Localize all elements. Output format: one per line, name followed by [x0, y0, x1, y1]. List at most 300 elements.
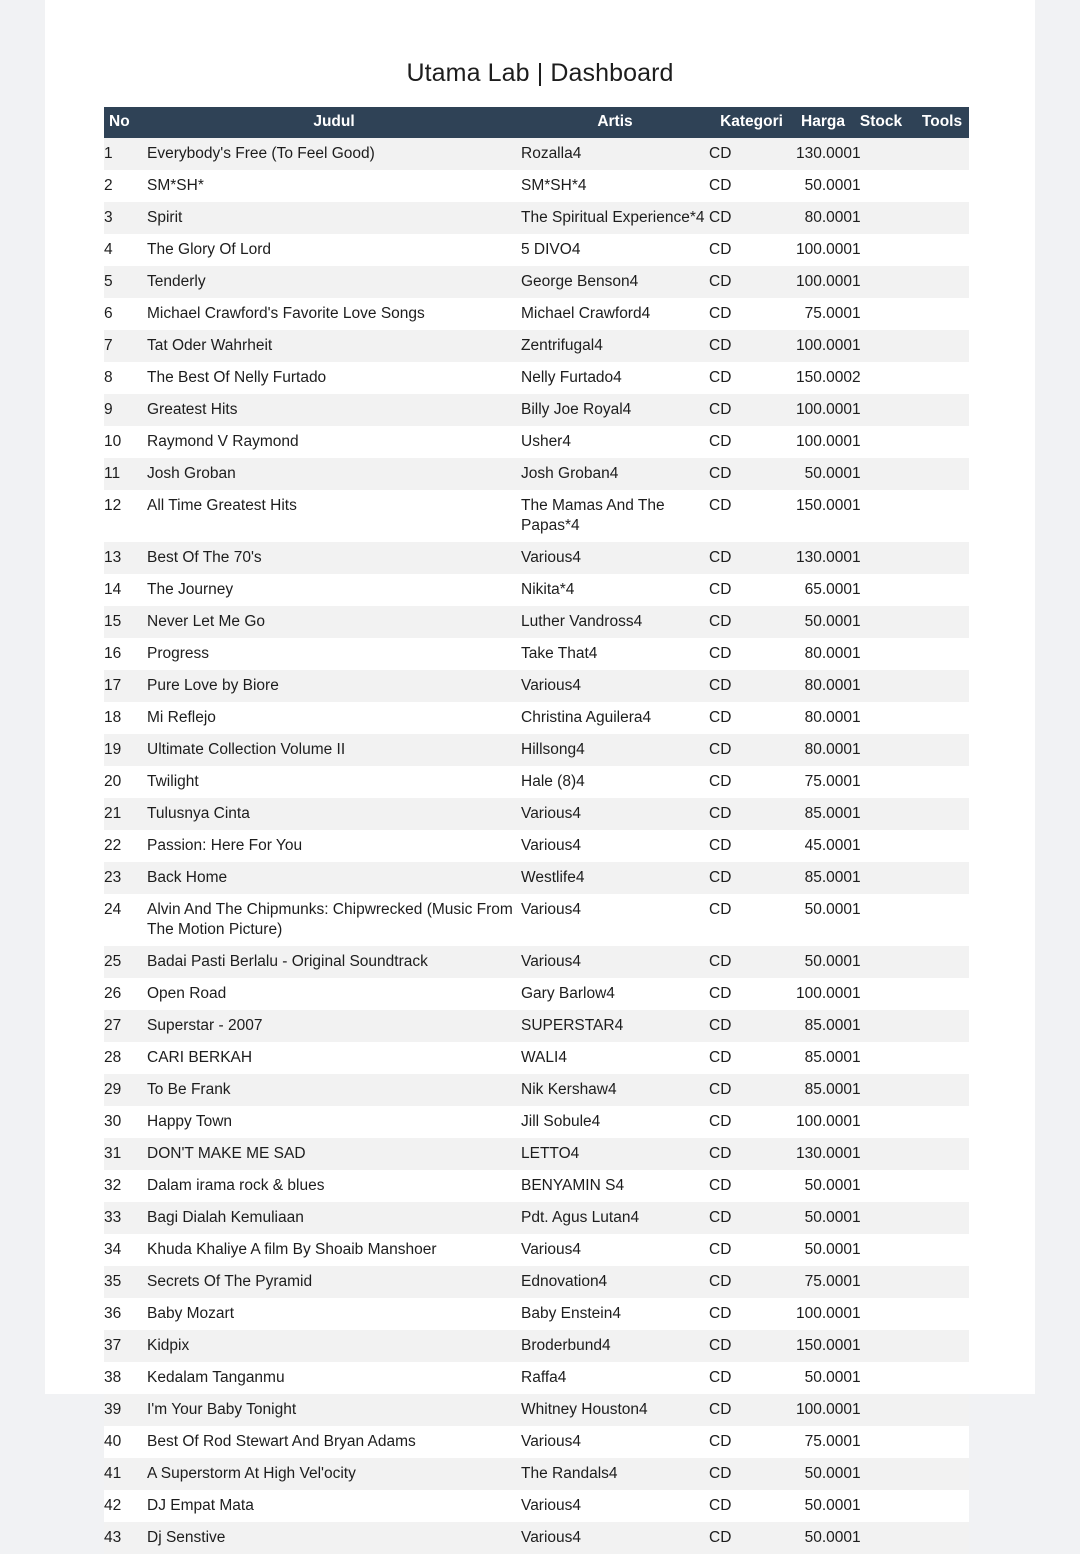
cell-judul: The Best Of Nelly Furtado	[147, 369, 327, 386]
cell-judul: Back Home	[147, 869, 228, 886]
cell-artis: BENYAMIN S4	[521, 1177, 625, 1194]
cell-tools	[910, 298, 969, 330]
cell-judul: The Glory Of Lord	[147, 241, 272, 258]
cell-artis: SUPERSTAR4	[521, 1017, 624, 1034]
cell-harga: 50.000	[804, 1241, 852, 1258]
cell-stock: 1	[852, 985, 861, 1002]
cell-judul: Pure Love by Biore	[147, 677, 279, 694]
cell-no: 24	[104, 901, 122, 918]
table-row[interactable]	[104, 1042, 969, 1074]
table-row[interactable]	[104, 894, 969, 946]
cell-tools	[910, 1298, 969, 1330]
cell-no: 6	[104, 305, 113, 322]
column-header-artis[interactable]: Artis	[521, 107, 709, 138]
cell-tools	[910, 330, 969, 362]
cell-kategori: CD	[709, 1113, 732, 1130]
cell-no: 18	[104, 709, 122, 726]
table-row[interactable]	[104, 458, 969, 490]
cell-no: 11	[104, 465, 121, 482]
cell-harga: 100.000	[795, 337, 852, 354]
cell-artis: Baby Enstein4	[521, 1305, 621, 1322]
cell-stock: 1	[852, 1369, 861, 1386]
table-row[interactable]	[104, 574, 969, 606]
cell-tools	[910, 894, 969, 946]
cell-harga: 100.000	[795, 433, 852, 450]
cell-judul: To Be Frank	[147, 1081, 231, 1098]
cell-harga: 100.000	[795, 401, 852, 418]
cell-harga: 50.000	[804, 1465, 852, 1482]
cell-tools	[910, 394, 969, 426]
cell-stock: 1	[852, 273, 861, 290]
cell-no: 42	[104, 1497, 122, 1514]
cell-stock: 1	[852, 1465, 861, 1482]
cell-kategori: CD	[709, 1401, 732, 1418]
cell-tools	[910, 1266, 969, 1298]
cell-harga: 85.000	[804, 1049, 852, 1066]
cell-artis: Westlife4	[521, 869, 585, 886]
cell-judul: Best Of The 70's	[147, 549, 262, 566]
cell-no: 36	[104, 1305, 122, 1322]
cell-tools	[910, 1106, 969, 1138]
table-row[interactable]	[104, 362, 969, 394]
cell-no: 28	[104, 1049, 122, 1066]
table-row[interactable]	[104, 1490, 969, 1522]
cell-kategori: CD	[709, 273, 732, 290]
cell-judul: Raymond V Raymond	[147, 433, 299, 450]
cell-harga: 130.000	[795, 549, 852, 566]
cell-stock: 1	[852, 1337, 861, 1354]
cell-tools	[910, 798, 969, 830]
cell-kategori: CD	[709, 1273, 732, 1290]
table-row[interactable]	[104, 1426, 969, 1458]
cell-kategori: CD	[709, 869, 732, 886]
cell-stock: 1	[852, 1049, 861, 1066]
cell-kategori: CD	[709, 837, 732, 854]
cell-harga: 80.000	[804, 209, 852, 226]
cell-artis: Various4	[521, 1529, 582, 1546]
cell-tools	[910, 426, 969, 458]
cell-judul: All Time Greatest Hits	[147, 497, 297, 514]
cell-stock: 2	[852, 369, 861, 386]
cell-judul: Best Of Rod Stewart And Bryan Adams	[147, 1433, 416, 1450]
table-row[interactable]	[104, 1330, 969, 1362]
table-row[interactable]	[104, 638, 969, 670]
table-row[interactable]	[104, 298, 969, 330]
cell-stock: 1	[852, 241, 861, 258]
cell-judul: Kedalam Tanganmu	[147, 1369, 285, 1386]
cell-kategori: CD	[709, 1305, 732, 1322]
cell-tools	[910, 1522, 969, 1554]
table-row[interactable]	[104, 1362, 969, 1394]
cell-tools	[910, 1010, 969, 1042]
cell-stock: 1	[852, 305, 861, 322]
cell-artis: Pdt. Agus Lutan4	[521, 1209, 640, 1226]
cell-judul: Spirit	[147, 209, 183, 226]
table-row[interactable]	[104, 330, 969, 362]
table-row[interactable]	[104, 798, 969, 830]
cell-harga: 50.000	[804, 1529, 852, 1546]
cell-tools	[910, 638, 969, 670]
cell-tools	[910, 1074, 969, 1106]
cell-tools	[910, 490, 969, 542]
cell-harga: 85.000	[804, 1017, 852, 1034]
cell-artis: The Mamas And The Papas*4	[521, 497, 665, 534]
cell-judul: Twilight	[147, 773, 199, 790]
cell-artis: Whitney Houston4	[521, 1401, 648, 1418]
cell-tools	[910, 1362, 969, 1394]
column-header-judul[interactable]: Judul	[147, 107, 521, 138]
cell-harga: 100.000	[795, 985, 852, 1002]
cell-artis: Raffa4	[521, 1369, 567, 1386]
cell-kategori: CD	[709, 1145, 732, 1162]
cell-judul: Josh Groban	[147, 465, 236, 482]
cell-artis: Luther Vandross4	[521, 613, 643, 630]
cell-no: 21	[104, 805, 122, 822]
table-row[interactable]	[104, 266, 969, 298]
cell-kategori: CD	[709, 1465, 732, 1482]
cell-stock: 1	[852, 1497, 861, 1514]
table-body	[104, 138, 969, 1554]
cell-tools	[910, 362, 969, 394]
cell-artis: Various4	[521, 549, 582, 566]
table-row[interactable]	[104, 1234, 969, 1266]
cell-no: 35	[104, 1273, 122, 1290]
cell-stock: 1	[852, 581, 861, 598]
cell-harga: 50.000	[804, 1209, 852, 1226]
table-row[interactable]	[104, 1074, 969, 1106]
cell-harga: 75.000	[804, 1273, 852, 1290]
cell-no: 19	[104, 741, 122, 758]
cell-judul: Mi Reflejo	[147, 709, 216, 726]
cell-harga: 45.000	[804, 837, 852, 854]
cell-judul: Alvin And The Chipmunks: Chipwrecked (Music From The Motion Picture)	[147, 901, 513, 938]
cell-harga: 50.000	[804, 953, 852, 970]
cell-judul: Superstar - 2007	[147, 1017, 263, 1034]
cell-tools	[910, 266, 969, 298]
table-row[interactable]	[104, 1394, 969, 1426]
cell-harga: 130.000	[795, 1145, 852, 1162]
table-row[interactable]	[104, 1010, 969, 1042]
cell-kategori: CD	[709, 549, 732, 566]
cell-artis: Nikita*4	[521, 581, 575, 598]
cell-harga: 50.000	[804, 1369, 852, 1386]
cell-kategori: CD	[709, 241, 732, 258]
catalog-table	[104, 107, 969, 1554]
cell-kategori: CD	[709, 709, 732, 726]
cell-kategori: CD	[709, 401, 732, 418]
table-row[interactable]	[104, 1202, 969, 1234]
page-title: Utama Lab | Dashboard	[406, 59, 674, 87]
cell-no: 43	[104, 1529, 122, 1546]
cell-kategori: CD	[709, 1209, 732, 1226]
cell-judul: Tulusnya Cinta	[147, 805, 250, 822]
cell-no: 16	[104, 645, 122, 662]
cell-stock: 1	[852, 901, 861, 918]
cell-no: 2	[104, 177, 113, 194]
cell-kategori: CD	[709, 741, 732, 758]
cell-judul: A Superstorm At High Vel'ocity	[147, 1465, 356, 1482]
cell-harga: 65.000	[804, 581, 852, 598]
cell-kategori: CD	[709, 1241, 732, 1258]
cell-kategori: CD	[709, 209, 732, 226]
cell-kategori: CD	[709, 613, 732, 630]
cell-artis: Nelly Furtado4	[521, 369, 622, 386]
cell-harga: 80.000	[804, 677, 852, 694]
cell-no: 39	[104, 1401, 122, 1418]
cell-kategori: CD	[709, 985, 732, 1002]
cell-artis: 5 DIVO4	[521, 241, 581, 258]
table-row[interactable]	[104, 1522, 969, 1554]
cell-no: 30	[104, 1113, 122, 1130]
cell-tools	[910, 670, 969, 702]
cell-tools	[910, 1330, 969, 1362]
cell-stock: 1	[852, 805, 861, 822]
cell-stock: 1	[852, 433, 861, 450]
table-row[interactable]	[104, 426, 969, 458]
cell-harga: 100.000	[795, 241, 852, 258]
cell-artis: Various4	[521, 1433, 582, 1450]
cell-judul: Progress	[147, 645, 210, 662]
cell-kategori: CD	[709, 677, 732, 694]
cell-kategori: CD	[709, 497, 732, 514]
column-header-harga[interactable]: Harga	[794, 107, 852, 138]
cell-kategori: CD	[709, 177, 732, 194]
cell-artis: Rozalla4	[521, 145, 582, 162]
cell-harga: 75.000	[804, 1433, 852, 1450]
cell-artis: Usher4	[521, 433, 571, 450]
table-row[interactable]	[104, 542, 969, 574]
cell-stock: 1	[852, 709, 861, 726]
cell-artis: Hale (8)4	[521, 773, 585, 790]
cell-stock: 1	[852, 741, 861, 758]
cell-artis: Broderbund4	[521, 1337, 611, 1354]
cell-kategori: CD	[709, 773, 732, 790]
cell-no: 40	[104, 1433, 122, 1450]
cell-harga: 150.000	[795, 369, 852, 386]
cell-no: 7	[104, 337, 113, 354]
cell-artis: Billy Joe Royal4	[521, 401, 632, 418]
cell-no: 10	[104, 433, 122, 450]
cell-no: 13	[104, 549, 122, 566]
cell-harga: 50.000	[804, 1177, 852, 1194]
cell-no: 15	[104, 613, 122, 630]
table-row[interactable]	[104, 1458, 969, 1490]
table-row[interactable]	[104, 1138, 969, 1170]
cell-judul: Kidpix	[147, 1337, 190, 1354]
cell-kategori: CD	[709, 465, 732, 482]
cell-tools	[910, 138, 969, 170]
cell-stock: 1	[852, 1241, 861, 1258]
cell-judul: Baby Mozart	[147, 1305, 235, 1322]
table-row[interactable]	[104, 946, 969, 978]
cell-tools	[910, 170, 969, 202]
cell-judul: DON'T MAKE ME SAD	[147, 1145, 306, 1162]
cell-judul: The Journey	[147, 581, 234, 598]
cell-tools	[910, 1138, 969, 1170]
cell-no: 22	[104, 837, 122, 854]
cell-stock: 1	[852, 953, 861, 970]
cell-kategori: CD	[709, 1177, 732, 1194]
cell-tools	[910, 946, 969, 978]
cell-no: 38	[104, 1369, 122, 1386]
column-header-kategori[interactable]: Kategori	[709, 107, 794, 138]
cell-kategori: CD	[709, 1049, 732, 1066]
cell-artis: Various4	[521, 805, 582, 822]
cell-no: 8	[104, 369, 113, 386]
cell-no: 37	[104, 1337, 122, 1354]
cell-kategori: CD	[709, 1081, 732, 1098]
cell-tools	[910, 978, 969, 1010]
cell-artis: Christina Aguilera4	[521, 709, 652, 726]
cell-artis: LETTO4	[521, 1145, 580, 1162]
cell-judul: SM*SH*	[147, 177, 204, 194]
cell-judul: Ultimate Collection Volume II	[147, 741, 346, 758]
cell-artis: Nik Kershaw4	[521, 1081, 617, 1098]
table-row[interactable]	[104, 702, 969, 734]
cell-stock: 1	[852, 1113, 861, 1130]
table-row[interactable]	[104, 862, 969, 894]
cell-harga: 100.000	[795, 1305, 852, 1322]
cell-artis: George Benson4	[521, 273, 639, 290]
cell-artis: Hillsong4	[521, 741, 585, 758]
table-row[interactable]	[104, 138, 969, 170]
cell-stock: 1	[852, 401, 861, 418]
cell-harga: 75.000	[804, 773, 852, 790]
column-header-stock[interactable]: Stock	[852, 107, 910, 138]
table-row[interactable]	[104, 1266, 969, 1298]
cell-tools	[910, 234, 969, 266]
cell-tools	[910, 702, 969, 734]
cell-no: 29	[104, 1081, 122, 1098]
table-row[interactable]	[104, 170, 969, 202]
table-row[interactable]	[104, 234, 969, 266]
cell-kategori: CD	[709, 1497, 732, 1514]
cell-no: 4	[104, 241, 113, 258]
cell-no: 5	[104, 273, 113, 290]
cell-kategori: CD	[709, 901, 732, 918]
cell-artis: Josh Groban4	[521, 465, 619, 482]
cell-no: 20	[104, 773, 122, 790]
cell-tools	[910, 1170, 969, 1202]
cell-tools	[910, 1490, 969, 1522]
table-row[interactable]	[104, 1106, 969, 1138]
cell-no: 23	[104, 869, 122, 886]
cell-tools	[910, 734, 969, 766]
table-row[interactable]	[104, 490, 969, 542]
table-row[interactable]	[104, 766, 969, 798]
cell-no: 41	[104, 1465, 122, 1482]
cell-judul: Everybody's Free (To Feel Good)	[147, 145, 375, 162]
cell-artis: SM*SH*4	[521, 177, 587, 194]
cell-artis: Various4	[521, 901, 582, 918]
cell-no: 12	[104, 497, 122, 514]
cell-artis: Various4	[521, 1241, 582, 1258]
cell-stock: 1	[852, 869, 861, 886]
cell-stock: 1	[852, 209, 861, 226]
cell-kategori: CD	[709, 305, 732, 322]
cell-stock: 1	[852, 465, 861, 482]
cell-stock: 1	[852, 1081, 861, 1098]
cell-harga: 50.000	[804, 613, 852, 630]
table-header	[104, 107, 969, 138]
cell-tools	[910, 1426, 969, 1458]
cell-harga: 80.000	[804, 741, 852, 758]
table-row[interactable]	[104, 394, 969, 426]
cell-judul: Never Let Me Go	[147, 613, 266, 630]
cell-no: 32	[104, 1177, 122, 1194]
cell-judul: CARI BERKAH	[147, 1049, 253, 1066]
cell-harga: 150.000	[795, 1337, 852, 1354]
cell-stock: 1	[852, 1209, 861, 1226]
cell-stock: 1	[852, 1433, 861, 1450]
cell-judul: Greatest Hits	[147, 401, 238, 418]
cell-tools	[910, 1394, 969, 1426]
cell-artis: Michael Crawford4	[521, 305, 651, 322]
cell-stock: 1	[852, 549, 861, 566]
cell-stock: 1	[852, 1529, 861, 1546]
cell-artis: Jill Sobule4	[521, 1113, 601, 1130]
cell-tools	[910, 574, 969, 606]
cell-stock: 1	[852, 497, 861, 514]
cell-tools	[910, 1042, 969, 1074]
table-row[interactable]	[104, 670, 969, 702]
table-row[interactable]	[104, 1298, 969, 1330]
cell-judul: Tenderly	[147, 273, 206, 290]
cell-no: 25	[104, 953, 122, 970]
cell-judul: Open Road	[147, 985, 227, 1002]
cell-judul: Secrets Of The Pyramid	[147, 1273, 313, 1290]
cell-kategori: CD	[709, 1369, 732, 1386]
cell-tools	[910, 606, 969, 638]
cell-stock: 1	[852, 1145, 861, 1162]
cell-judul: Bagi Dialah Kemuliaan	[147, 1209, 304, 1226]
table-row[interactable]	[104, 606, 969, 638]
cell-harga: 85.000	[804, 869, 852, 886]
cell-tools	[910, 542, 969, 574]
cell-tools	[910, 1234, 969, 1266]
cell-tools	[910, 458, 969, 490]
table-row[interactable]	[104, 202, 969, 234]
cell-judul: Khuda Khaliye A film By Shoaib Manshoer	[147, 1241, 437, 1258]
page-card	[45, 0, 1035, 1546]
cell-kategori: CD	[709, 1529, 732, 1546]
cell-stock: 1	[852, 837, 861, 854]
column-header-tools[interactable]: Tools	[910, 107, 969, 138]
cell-harga: 100.000	[795, 273, 852, 290]
table-row[interactable]	[104, 734, 969, 766]
cell-kategori: CD	[709, 1337, 732, 1354]
table-row[interactable]	[104, 830, 969, 862]
cell-harga: 85.000	[804, 1081, 852, 1098]
cell-artis: Various4	[521, 1497, 582, 1514]
cell-judul: Dalam irama rock & blues	[147, 1177, 325, 1194]
cell-artis: The Spiritual Experience*4	[521, 209, 705, 226]
cell-tools	[910, 1458, 969, 1490]
cell-harga: 50.000	[804, 465, 852, 482]
cell-stock: 1	[852, 1273, 861, 1290]
table-row[interactable]	[104, 978, 969, 1010]
cell-tools	[910, 830, 969, 862]
cell-no: 17	[104, 677, 122, 694]
cell-harga: 100.000	[795, 1113, 852, 1130]
cell-harga: 100.000	[795, 1401, 852, 1418]
cell-harga: 150.000	[795, 497, 852, 514]
cell-stock: 1	[852, 337, 861, 354]
table-header-row	[104, 107, 969, 138]
table-row[interactable]	[104, 1170, 969, 1202]
column-header-no[interactable]: No	[104, 107, 147, 138]
cell-kategori: CD	[709, 805, 732, 822]
